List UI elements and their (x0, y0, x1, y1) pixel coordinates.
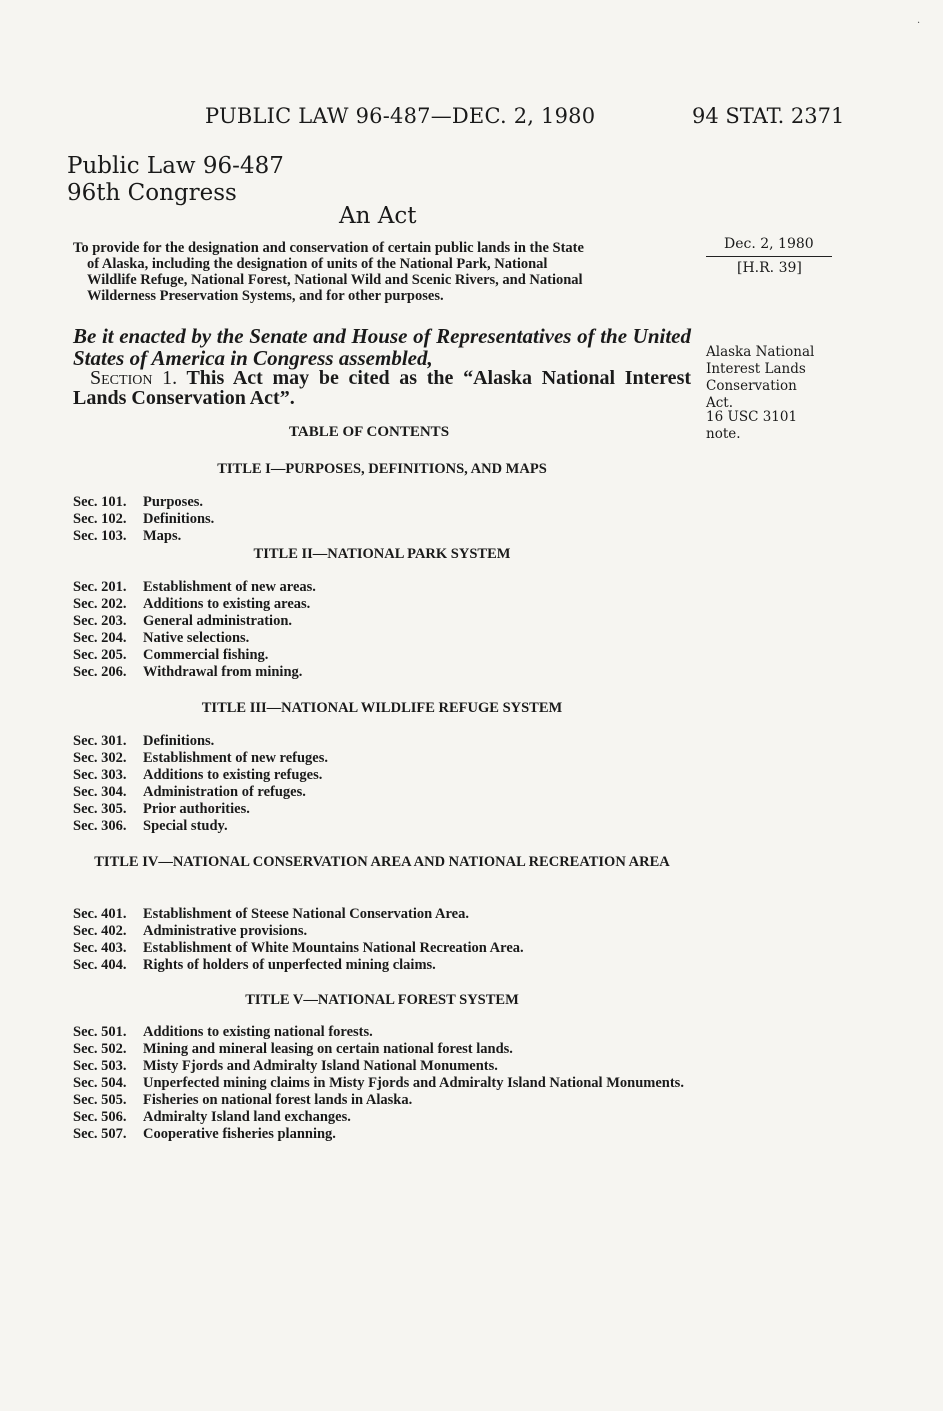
toc-title-heading: TITLE III—NATIONAL WILDLIFE REFUGE SYSTEM (201, 700, 563, 716)
toc-entry (73, 906, 693, 923)
toc-section-list (73, 733, 693, 835)
section-title: Unperfected mining claims in Misty Fjords and Admiralty Island National Monuments. (143, 1075, 684, 1091)
section-number: Sec. 204. (73, 630, 127, 646)
margin-bill-number: [H.R. 39] (737, 260, 802, 276)
section-number: Sec. 201. (73, 579, 127, 595)
toc-entry (73, 596, 693, 613)
section-title: Cooperative fisheries planning. (143, 1126, 336, 1142)
margin-usc-note (706, 409, 797, 443)
section-title: Establishment of Steese National Conservation Area. (143, 906, 469, 922)
section-title: Admiralty Island land exchanges. (143, 1109, 351, 1125)
purpose-line: of Alaska, including the designation of units of the National Park, National (87, 256, 548, 272)
toc-entry (73, 613, 693, 630)
toc-section-list (73, 579, 693, 681)
section-number: Sec. 305. (73, 801, 127, 817)
section-number: Sec. 301. (73, 733, 127, 749)
section-title: Administrative provisions. (143, 923, 308, 939)
section-1-label: Section 1. (90, 367, 178, 389)
toc-entry (73, 1092, 693, 1109)
purpose-clause (73, 240, 691, 304)
section-title: Native selections. (143, 630, 250, 646)
section-title: General administration. (143, 613, 293, 629)
toc-entry (73, 767, 693, 784)
toc-entry (73, 511, 693, 528)
toc-entry (73, 733, 693, 750)
toc-entry (73, 818, 693, 835)
enacting-clause: Be it enacted by the Senate and House of Representatives of the United States of America in Congress assembled, (73, 324, 691, 370)
toc-entry (73, 579, 693, 596)
toc-entry (73, 750, 693, 767)
section-number: Sec. 302. (73, 750, 127, 766)
section-title: Mining and mineral leasing on certain national forest lands. (143, 1041, 513, 1057)
section-number: Sec. 503. (73, 1058, 127, 1074)
margin-divider (706, 256, 832, 257)
section-number: Sec. 403. (73, 940, 127, 956)
section-title: Prior authorities. (143, 801, 250, 817)
section-number: Sec. 205. (73, 647, 127, 663)
purpose-line: Wildlife Refuge, National Forest, National Wild and Scenic Rivers, and National (87, 272, 583, 288)
section-title: Rights of holders of unperfected mining claims. (143, 957, 436, 973)
section-number: Sec. 304. (73, 784, 127, 800)
toc-entry (73, 494, 693, 511)
section-title: Additions to existing national forests. (143, 1024, 373, 1040)
toc-title-heading: TITLE IV—NATIONAL CONSERVATION AREA AND NATIONAL RECREATION AREA (94, 854, 670, 870)
section-title: Definitions. (143, 511, 215, 527)
act-label: An Act (339, 203, 417, 229)
section-title: Additions to existing areas. (143, 596, 311, 612)
section-number: Sec. 401. (73, 906, 127, 922)
section-number: Sec. 501. (73, 1024, 127, 1040)
toc-entry (73, 1126, 693, 1143)
running-head: PUBLIC LAW 96-487—DEC. 2, 1980 (205, 104, 596, 128)
section-title: Administration of refuges. (143, 784, 306, 800)
toc-entry (73, 528, 693, 545)
section-title: Additions to existing refuges. (143, 767, 323, 783)
section-title: Commercial fishing. (143, 647, 269, 663)
section-title: Fisheries on national forest lands in Alaska. (143, 1092, 413, 1108)
section-1-text: This Act may be cited as the “Alaska National Interest Lands Conservation Act”. (73, 367, 692, 409)
toc-title: TABLE OF CONTENTS (289, 424, 450, 440)
section-number: Sec. 206. (73, 664, 127, 680)
toc-entry (73, 957, 693, 974)
section-number: Sec. 102. (73, 511, 127, 527)
margin-note-line: Interest Lands (706, 361, 806, 377)
section-title: Purposes. (143, 494, 204, 510)
purpose-line: Wilderness Preservation Systems, and for other purposes. (87, 288, 444, 304)
section-number: Sec. 505. (73, 1092, 127, 1108)
margin-note-line: Conservation (706, 378, 797, 394)
section-number: Sec. 506. (73, 1109, 127, 1125)
section-title: Establishment of new areas. (143, 579, 316, 595)
margin-note-line: Act. (706, 395, 734, 411)
margin-date: Dec. 2, 1980 (724, 236, 814, 252)
toc-entry (73, 940, 693, 957)
toc-entry (73, 647, 693, 664)
section-number: Sec. 507. (73, 1126, 127, 1142)
toc-entry (73, 784, 693, 801)
toc-entry (73, 630, 693, 647)
toc-entry (73, 1075, 693, 1092)
margin-short-title-note (706, 344, 814, 412)
section-number: Sec. 303. (73, 767, 127, 783)
toc-entry (73, 1109, 693, 1126)
section-title: Withdrawal from mining. (143, 664, 303, 680)
toc-title-heading: TITLE V—NATIONAL FOREST SYSTEM (245, 992, 519, 1008)
congress-label: 96th Congress (67, 180, 237, 206)
section-number: Sec. 202. (73, 596, 127, 612)
section-number: Sec. 101. (73, 494, 127, 510)
section-title: Misty Fjords and Admiralty Island National Monuments. (143, 1058, 498, 1074)
section-title: Establishment of new refuges. (143, 750, 329, 766)
toc-entry (73, 923, 693, 940)
toc-title-heading: TITLE II—NATIONAL PARK SYSTEM (253, 546, 511, 562)
public-law-number: Public Law 96-487 (67, 153, 284, 179)
margin-note-line: note. (706, 426, 741, 442)
section-title: Maps. (143, 528, 182, 544)
section-number: Sec. 103. (73, 528, 127, 544)
section-title: Establishment of White Mountains National Recreation Area. (143, 940, 524, 956)
section-number: Sec. 402. (73, 923, 127, 939)
margin-note-line: Alaska National (706, 344, 815, 360)
section-title: Definitions. (143, 733, 215, 749)
toc-title-heading: TITLE I—PURPOSES, DEFINITIONS, AND MAPS (217, 461, 547, 477)
purpose-line: To provide for the designation and conservation of certain public lands in the State (73, 240, 584, 256)
statute-citation: 94 STAT. 2371 (692, 104, 845, 128)
toc-entry (73, 664, 693, 681)
margin-note-line: 16 USC 3101 (706, 409, 798, 425)
section-number: Sec. 504. (73, 1075, 127, 1091)
toc-entry (73, 801, 693, 818)
toc-entry (73, 1024, 693, 1041)
section-number: Sec. 203. (73, 613, 127, 629)
toc-entry (73, 1041, 693, 1058)
toc-section-list (73, 1024, 693, 1143)
section-number: Sec. 502. (73, 1041, 127, 1057)
section-title: Special study. (143, 818, 228, 834)
scan-mark: · (917, 18, 921, 29)
toc-section-list (73, 906, 693, 974)
section-number: Sec. 404. (73, 957, 127, 973)
section-1 (73, 368, 691, 408)
section-number: Sec. 306. (73, 818, 127, 834)
toc-entry (73, 1058, 693, 1075)
toc-section-list (73, 494, 693, 545)
